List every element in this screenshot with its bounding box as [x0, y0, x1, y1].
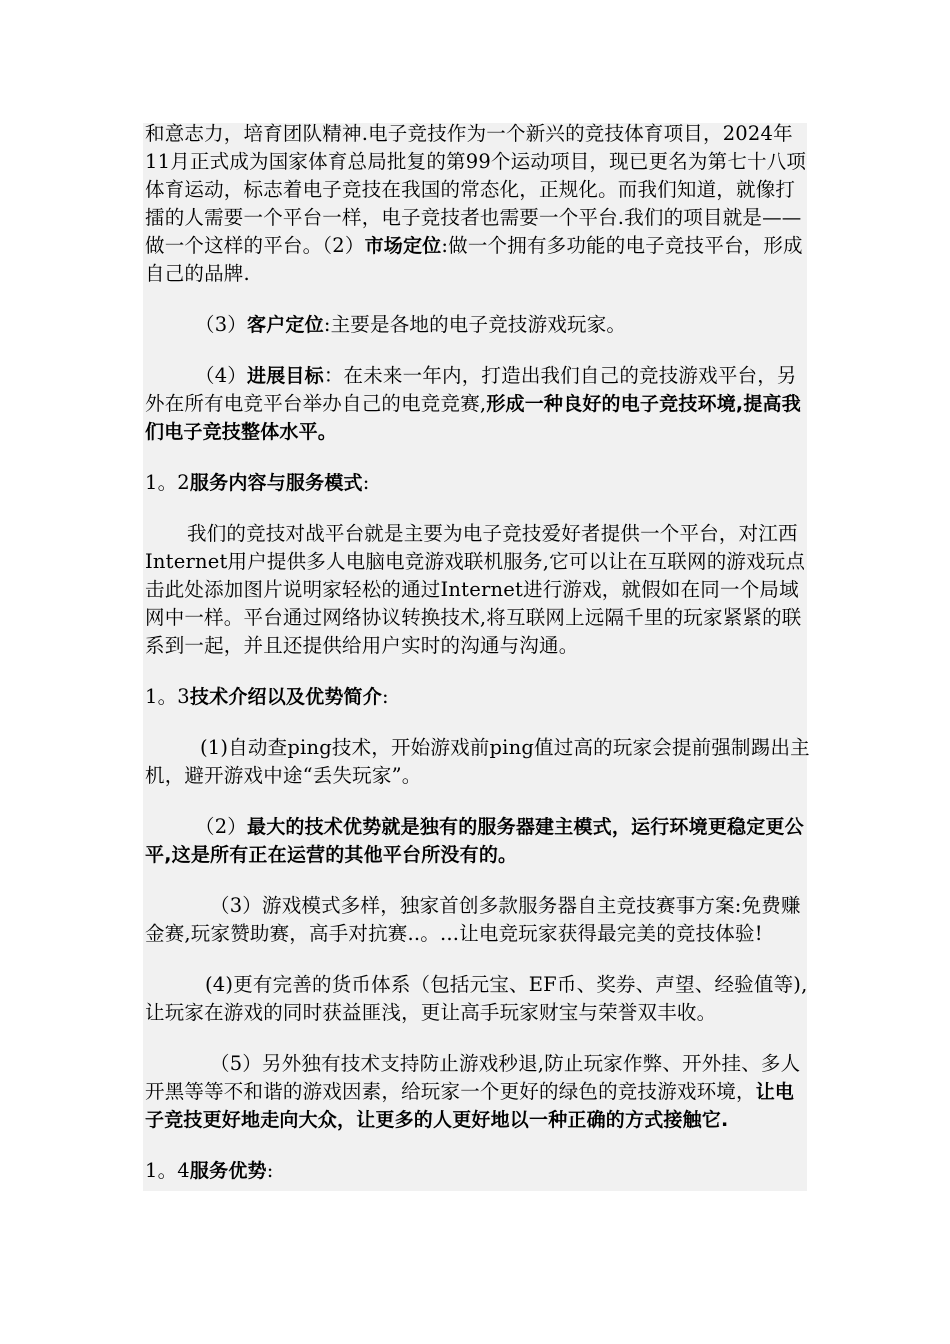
intro-paragraph: 和意志力，培育团队精神.电子竞技作为一个新兴的竞技体育项目，2024年11月正式成为国家体育总局批复的第99个运动项目，现已更名为第七十八项体育运动，标志着电子竞技在我国的常态化，正规化。而我们知道，就像打擂的人需要一个平台一样，电子竞技者也需要一个平台.我们的项目就是——做一个这样的平台。（2）市场定位:做一个拥有多功能的电子竞技平台，形成自己的品牌.: [145, 122, 807, 285]
section-heading-1-3: 1。3技术介绍以及优势简介:: [145, 685, 389, 708]
customer-paragraph: （3）客户定位:主要是各地的电子竞技游戏玩家。: [195, 313, 627, 336]
goal-label: 进展目标: [247, 365, 324, 387]
section-heading-1-4: 1。4服务优势:: [145, 1159, 274, 1182]
tech-item-1: (1)自动查ping技术，开始游戏前ping值过高的玩家会提前强制踢出主机，避开游戏中途“丢失玩家”。: [145, 736, 810, 787]
tech-item-4: (4)更有完善的货币体系（包括元宝、EF币、奖券、声望、经验值等),让玩家在游戏的同时获益匪浅，更让高手玩家财宝与荣誉双丰收。: [145, 973, 808, 1024]
market-label: 市场定位: [364, 235, 442, 257]
tech-item-5: （5）另外独有技术支持防止游戏秒退,防止玩家作弊、开外挂、多人开黑等等不和谐的游戏因素，给玩家一个更好的绿色的竞技游戏环境，让电子竞技更好地走向大众，让更多的人更好地以一种正确的方式接触它.: [145, 1052, 801, 1131]
customer-label: 客户定位: [247, 314, 324, 336]
tech-item-3: （3）游戏模式多样，独家首创多款服务器自主竞技赛事方案:免费赚金赛,玩家赞助赛，高手对抗赛..。...让电竞玩家获得最完美的竞技体验!: [145, 894, 801, 945]
section-heading-1-2: 1。2服务内容与服务模式:: [145, 471, 370, 494]
tech-item-2: （2）最大的技术优势就是独有的服务器建主模式，运行环境更稳定更公平,这是所有正在运营的其他平台所没有的。: [145, 815, 804, 866]
service-content-paragraph: 我们的竞技对战平台就是主要为电子竞技爱好者提供一个平台，对江西Internet用户提供多人电脑电竞游戏联机服务,它可以让在互联网的游戏玩点击此处添加图片说明家轻松的通过Internet进行游戏，就假如在同一个局域网中一样。平台通过网络协议转换技术,将互联网上远隔千里的玩家紧紧的联系到一起，并且还提供给用户实时的沟通与沟通。: [145, 522, 806, 657]
document-body: [145, 120, 813, 1185]
goal-paragraph: （4）进展目标：在未来一年内，打造出我们自己的竞技游戏平台，另外在所有电竞平台举办自己的电竞竞赛,形成一种良好的电子竞技环境,提高我们电子竞技整体水平。: [145, 364, 801, 443]
